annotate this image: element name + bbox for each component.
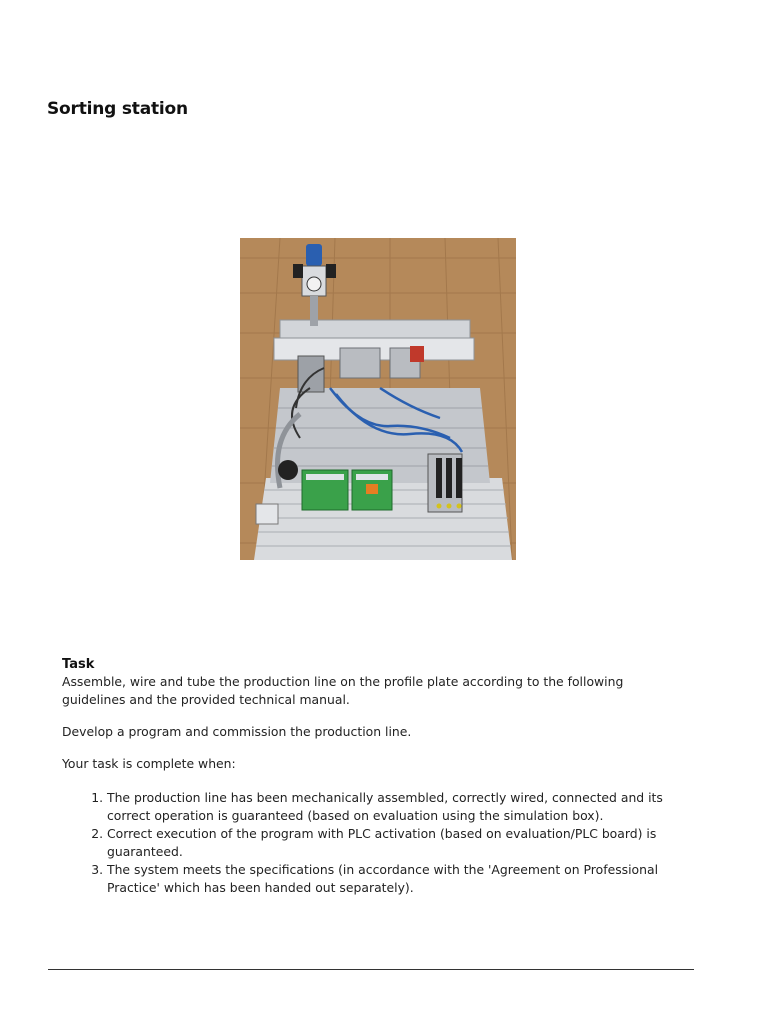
list-item: 3. The system meets the specifications (in accordance with the 'Agreement on Professional Practice' which has been handed out separately). xyxy=(107,861,682,897)
sorting-station-photo xyxy=(240,238,516,560)
list-item: 2. Correct execution of the program with PLC activation (based on evaluation/PLC board) is guaranteed. xyxy=(107,825,682,861)
completion-criteria-list xyxy=(62,789,682,897)
page-title: Sorting station xyxy=(47,99,188,119)
list-item: 1. The production line has been mechanically assembled, correctly wired, connected and its correct operation is guaranteed (based on evaluation using the simulation box). xyxy=(107,789,682,825)
task-heading: Task xyxy=(62,657,95,672)
task-paragraph-complete: Your task is complete when: xyxy=(62,756,236,771)
task-section xyxy=(62,656,682,897)
task-paragraph-program: Develop a program and commission the production line. xyxy=(62,724,412,739)
footer-divider xyxy=(48,969,694,970)
task-paragraph-assemble: Assemble, wire and tube the production line on the profile plate according to the following guidelines and the provided technical manual. xyxy=(62,674,624,707)
